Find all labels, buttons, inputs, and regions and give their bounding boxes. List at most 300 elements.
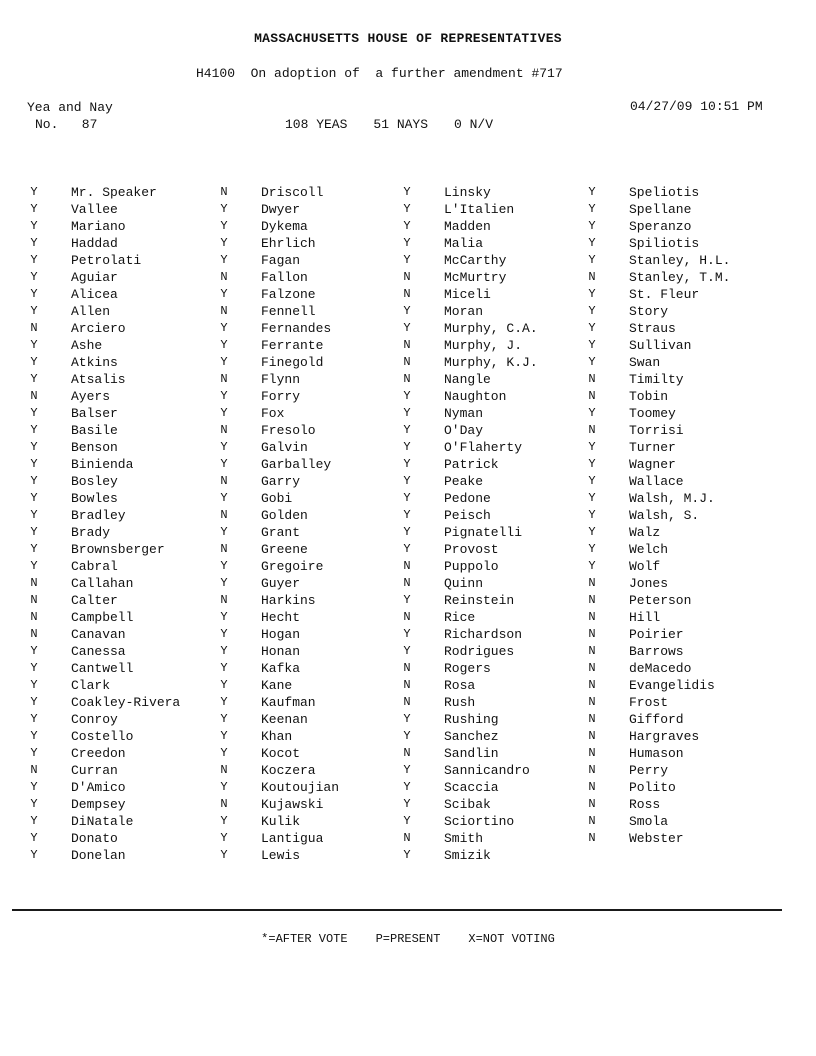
- member-vote: Y: [588, 542, 596, 556]
- member-vote: Y: [403, 219, 411, 233]
- member-name: Sanchez: [444, 729, 499, 744]
- member-name: O'Flaherty: [444, 440, 523, 455]
- member-vote: N: [403, 287, 411, 301]
- member-name: Murphy, C.A.: [444, 321, 538, 336]
- member-name: Donelan: [71, 848, 126, 863]
- member-vote: N: [588, 695, 596, 709]
- member-vote: N: [220, 593, 228, 607]
- member-name: Hargraves: [629, 729, 700, 744]
- yeas-count: 108 YEAS: [285, 117, 348, 132]
- member-name: Calter: [71, 593, 118, 608]
- member-name: McCarthy: [444, 253, 507, 268]
- member-name: Ferrante: [261, 338, 324, 353]
- member-name: Walsh, M.J.: [629, 491, 715, 506]
- member-name: Honan: [261, 644, 301, 659]
- member-vote: Y: [403, 644, 411, 658]
- member-name: Kane: [261, 678, 293, 693]
- member-name: Tobin: [629, 389, 669, 404]
- roll-call-number: No. 87: [35, 117, 98, 132]
- member-vote: Y: [403, 253, 411, 267]
- member-vote: Y: [403, 491, 411, 505]
- member-vote: Y: [588, 525, 596, 539]
- member-name: Conroy: [71, 712, 118, 727]
- member-vote: Y: [403, 542, 411, 556]
- member-vote: Y: [30, 678, 38, 692]
- member-vote: Y: [403, 763, 411, 777]
- member-vote: Y: [30, 729, 38, 743]
- member-name: Nangle: [444, 372, 491, 387]
- member-name: Dwyer: [261, 202, 301, 217]
- member-vote: N: [220, 185, 228, 199]
- member-vote: Y: [220, 814, 228, 828]
- member-vote: Y: [403, 202, 411, 216]
- member-vote: Y: [588, 287, 596, 301]
- member-vote: Y: [220, 440, 228, 454]
- member-vote: N: [220, 270, 228, 284]
- member-vote: Y: [588, 559, 596, 573]
- member-name: Atsalis: [71, 372, 126, 387]
- member-vote: Y: [30, 746, 38, 760]
- member-vote: Y: [588, 457, 596, 471]
- member-name: Flynn: [261, 372, 301, 387]
- member-name: Kulik: [261, 814, 301, 829]
- member-name: Guyer: [261, 576, 301, 591]
- member-name: Fox: [261, 406, 285, 421]
- member-name: Patrick: [444, 457, 499, 472]
- member-name: Sullivan: [629, 338, 692, 353]
- vote-legend: [0, 932, 816, 946]
- member-name: Pedone: [444, 491, 491, 506]
- member-name: Rice: [444, 610, 476, 625]
- member-vote: Y: [30, 712, 38, 726]
- member-name: Finegold: [261, 355, 324, 370]
- member-vote: Y: [403, 474, 411, 488]
- legend-not-voting: X=NOT VOTING: [468, 932, 555, 946]
- member-name: Welch: [629, 542, 669, 557]
- member-vote: Y: [403, 440, 411, 454]
- member-vote: Y: [588, 219, 596, 233]
- member-name: Stanley, H.L.: [629, 253, 731, 268]
- legend-present: P=PRESENT: [375, 932, 441, 946]
- member-name: Curran: [71, 763, 118, 778]
- member-vote: N: [220, 423, 228, 437]
- member-name: Mariano: [71, 219, 126, 234]
- member-name: Gregoire: [261, 559, 324, 574]
- member-vote: Y: [220, 491, 228, 505]
- member-vote: Y: [588, 355, 596, 369]
- member-name: Polito: [629, 780, 676, 795]
- member-name: Greene: [261, 542, 308, 557]
- member-vote: Y: [220, 627, 228, 641]
- member-name: Peake: [444, 474, 484, 489]
- member-name: Fallon: [261, 270, 308, 285]
- member-name: Gifford: [629, 712, 684, 727]
- member-vote: N: [220, 763, 228, 777]
- member-name: Fennell: [261, 304, 316, 319]
- member-vote: N: [588, 661, 596, 675]
- member-name: Miceli: [444, 287, 491, 302]
- member-vote: Y: [30, 270, 38, 284]
- member-name: Arciero: [71, 321, 126, 336]
- member-name: Swan: [629, 355, 661, 370]
- member-vote: Y: [403, 627, 411, 641]
- member-vote: N: [403, 610, 411, 624]
- member-name: Forry: [261, 389, 301, 404]
- member-vote: Y: [588, 491, 596, 505]
- member-vote: N: [403, 746, 411, 760]
- member-vote: Y: [588, 236, 596, 250]
- member-name: Smizik: [444, 848, 491, 863]
- member-vote: N: [588, 423, 596, 437]
- member-vote: Y: [220, 287, 228, 301]
- member-vote: N: [588, 814, 596, 828]
- member-vote: Y: [30, 831, 38, 845]
- member-name: Quinn: [444, 576, 484, 591]
- nays-count: 51 NAYS: [373, 117, 429, 132]
- member-name: Madden: [444, 219, 491, 234]
- member-name: Richardson: [444, 627, 523, 642]
- member-name: Koutoujian: [261, 780, 340, 795]
- member-vote: Y: [30, 661, 38, 675]
- member-vote: N: [403, 559, 411, 573]
- member-name: Campbell: [71, 610, 134, 625]
- member-vote: Y: [403, 525, 411, 539]
- member-name: Poirier: [629, 627, 684, 642]
- member-name: Bowles: [71, 491, 118, 506]
- member-vote: Y: [403, 457, 411, 471]
- member-vote: Y: [588, 253, 596, 267]
- member-vote: Y: [30, 253, 38, 267]
- member-vote: N: [403, 831, 411, 845]
- member-name: Lantigua: [261, 831, 324, 846]
- member-vote: Y: [30, 457, 38, 471]
- member-name: Golden: [261, 508, 308, 523]
- member-name: Fresolo: [261, 423, 316, 438]
- member-vote: N: [588, 712, 596, 726]
- member-name: Evangelidis: [629, 678, 715, 693]
- member-name: Garballey: [261, 457, 332, 472]
- member-vote: N: [588, 797, 596, 811]
- member-vote: Y: [30, 780, 38, 794]
- member-vote: Y: [220, 746, 228, 760]
- member-name: Fagan: [261, 253, 301, 268]
- member-vote: Y: [220, 236, 228, 250]
- member-vote: N: [30, 627, 38, 641]
- member-vote: Y: [30, 525, 38, 539]
- member-vote: N: [30, 389, 38, 403]
- member-vote: N: [403, 372, 411, 386]
- member-vote: Y: [403, 321, 411, 335]
- member-vote: N: [588, 831, 596, 845]
- member-vote: Y: [220, 321, 228, 335]
- member-name: Toomey: [629, 406, 676, 421]
- member-name: Brownsberger: [71, 542, 165, 557]
- member-name: Peisch: [444, 508, 491, 523]
- member-vote: N: [588, 270, 596, 284]
- member-vote: N: [588, 610, 596, 624]
- member-name: Speliotis: [629, 185, 700, 200]
- member-vote: Y: [30, 695, 38, 709]
- member-vote: Y: [30, 202, 38, 216]
- member-name: Cantwell: [71, 661, 134, 676]
- member-name: Harkins: [261, 593, 316, 608]
- member-vote: Y: [30, 797, 38, 811]
- legend-after-vote: *=AFTER VOTE: [261, 932, 348, 946]
- member-vote: Y: [403, 423, 411, 437]
- member-vote: N: [220, 508, 228, 522]
- member-name: Gobi: [261, 491, 293, 506]
- member-name: Puppolo: [444, 559, 499, 574]
- member-vote: Y: [403, 729, 411, 743]
- member-vote: Y: [220, 406, 228, 420]
- member-name: Canavan: [71, 627, 126, 642]
- member-name: D'Amico: [71, 780, 126, 795]
- member-vote: Y: [30, 542, 38, 556]
- member-vote: Y: [220, 202, 228, 216]
- member-vote: N: [30, 763, 38, 777]
- member-name: Khan: [261, 729, 293, 744]
- document-title: MASSACHUSETTS HOUSE OF REPRESENTATIVES: [254, 31, 562, 46]
- member-name: Hecht: [261, 610, 301, 625]
- member-name: Ross: [629, 797, 661, 812]
- member-vote: Y: [30, 236, 38, 250]
- member-vote: Y: [403, 593, 411, 607]
- member-vote: N: [588, 763, 596, 777]
- member-vote: Y: [30, 814, 38, 828]
- member-name: Story: [629, 304, 669, 319]
- member-name: DiNatale: [71, 814, 134, 829]
- member-name: Alicea: [71, 287, 118, 302]
- member-name: Rodrigues: [444, 644, 515, 659]
- member-vote: N: [30, 576, 38, 590]
- member-vote: Y: [220, 831, 228, 845]
- member-name: Rush: [444, 695, 476, 710]
- member-name: Webster: [629, 831, 684, 846]
- member-vote: Y: [220, 695, 228, 709]
- member-vote: Y: [220, 338, 228, 352]
- member-name: Balser: [71, 406, 118, 421]
- member-name: Malia: [444, 236, 484, 251]
- motion-description: H4100 On adoption of a further amendment #717: [196, 66, 563, 81]
- member-name: Humason: [629, 746, 684, 761]
- member-vote: Y: [403, 304, 411, 318]
- member-name: Spiliotis: [629, 236, 700, 251]
- member-name: Fernandes: [261, 321, 332, 336]
- member-vote: Y: [30, 848, 38, 862]
- member-name: Wolf: [629, 559, 661, 574]
- member-name: Smith: [444, 831, 484, 846]
- member-vote: N: [588, 576, 596, 590]
- member-name: Haddad: [71, 236, 118, 251]
- member-name: Benson: [71, 440, 118, 455]
- member-name: Creedon: [71, 746, 126, 761]
- member-name: Barrows: [629, 644, 684, 659]
- member-name: Jones: [629, 576, 669, 591]
- member-name: Sciortino: [444, 814, 515, 829]
- member-vote: Y: [220, 729, 228, 743]
- member-name: Peterson: [629, 593, 692, 608]
- member-name: Cabral: [71, 559, 118, 574]
- roll-call-label: Yea and Nay: [27, 100, 113, 115]
- member-name: Reinstein: [444, 593, 515, 608]
- member-name: St. Fleur: [629, 287, 700, 302]
- member-name: Walz: [629, 525, 661, 540]
- member-vote: Y: [220, 389, 228, 403]
- member-vote: N: [403, 338, 411, 352]
- member-name: Kaufman: [261, 695, 316, 710]
- member-name: Coakley-Rivera: [71, 695, 181, 710]
- member-name: Frost: [629, 695, 669, 710]
- member-vote: Y: [220, 559, 228, 573]
- member-vote: N: [588, 729, 596, 743]
- member-name: Driscoll: [261, 185, 324, 200]
- member-name: Petrolati: [71, 253, 142, 268]
- member-name: Murphy, K.J.: [444, 355, 538, 370]
- member-vote: Y: [588, 440, 596, 454]
- member-name: Wagner: [629, 457, 676, 472]
- member-name: Mr. Speaker: [71, 185, 157, 200]
- member-vote: Y: [30, 559, 38, 573]
- member-vote: Y: [403, 712, 411, 726]
- member-name: Atkins: [71, 355, 118, 370]
- member-vote: Y: [30, 287, 38, 301]
- member-name: Kafka: [261, 661, 301, 676]
- member-name: Turner: [629, 440, 676, 455]
- member-vote: N: [220, 304, 228, 318]
- member-vote: Y: [588, 321, 596, 335]
- member-name: Ehrlich: [261, 236, 316, 251]
- member-name: Koczera: [261, 763, 316, 778]
- member-name: O'Day: [444, 423, 484, 438]
- member-vote: N: [403, 355, 411, 369]
- member-vote: Y: [588, 474, 596, 488]
- member-name: Murphy, J.: [444, 338, 523, 353]
- member-name: Hogan: [261, 627, 301, 642]
- member-name: Timilty: [629, 372, 684, 387]
- vote-datetime: 04/27/09 10:51 PM: [630, 99, 763, 114]
- member-vote: Y: [220, 712, 228, 726]
- member-vote: N: [30, 610, 38, 624]
- member-name: Dykema: [261, 219, 308, 234]
- member-vote: Y: [220, 253, 228, 267]
- member-name: Vallee: [71, 202, 118, 217]
- member-name: Dempsey: [71, 797, 126, 812]
- member-vote: Y: [30, 304, 38, 318]
- member-name: L'Italien: [444, 202, 515, 217]
- member-vote: Y: [220, 661, 228, 675]
- member-name: Clark: [71, 678, 111, 693]
- member-name: Rogers: [444, 661, 491, 676]
- member-vote: N: [30, 321, 38, 335]
- member-vote: Y: [30, 491, 38, 505]
- member-name: Rosa: [444, 678, 476, 693]
- member-vote: Y: [403, 780, 411, 794]
- member-name: Scaccia: [444, 780, 499, 795]
- member-vote: Y: [403, 406, 411, 420]
- member-name: Linsky: [444, 185, 491, 200]
- member-vote: N: [588, 627, 596, 641]
- member-name: Bradley: [71, 508, 126, 523]
- member-name: Stanley, T.M.: [629, 270, 731, 285]
- member-vote: N: [588, 389, 596, 403]
- member-vote: Y: [220, 457, 228, 471]
- member-vote: N: [588, 593, 596, 607]
- member-name: Bosley: [71, 474, 118, 489]
- footer-divider: [12, 909, 782, 911]
- member-name: Brady: [71, 525, 111, 540]
- member-vote: Y: [30, 440, 38, 454]
- member-vote: Y: [403, 389, 411, 403]
- member-vote: Y: [30, 644, 38, 658]
- member-vote: Y: [30, 338, 38, 352]
- member-vote: Y: [220, 848, 228, 862]
- member-vote: Y: [403, 236, 411, 250]
- member-name: Pignatelli: [444, 525, 523, 540]
- member-vote: N: [220, 474, 228, 488]
- member-vote: N: [588, 746, 596, 760]
- member-vote: Y: [588, 304, 596, 318]
- member-name: McMurtry: [444, 270, 507, 285]
- member-name: Lewis: [261, 848, 301, 863]
- member-vote: Y: [403, 185, 411, 199]
- member-name: Smola: [629, 814, 669, 829]
- member-vote: Y: [588, 338, 596, 352]
- member-vote: N: [403, 661, 411, 675]
- member-name: Kocot: [261, 746, 301, 761]
- not-voting-count: 0 N/V: [454, 117, 494, 132]
- member-name: Straus: [629, 321, 676, 336]
- member-vote: Y: [403, 848, 411, 862]
- member-vote: Y: [220, 644, 228, 658]
- member-vote: Y: [588, 508, 596, 522]
- member-vote: Y: [220, 678, 228, 692]
- vote-tally: [285, 117, 519, 132]
- member-name: Binienda: [71, 457, 134, 472]
- member-vote: N: [588, 644, 596, 658]
- member-vote: Y: [30, 406, 38, 420]
- member-name: Nyman: [444, 406, 484, 421]
- member-vote: Y: [220, 780, 228, 794]
- member-vote: Y: [588, 406, 596, 420]
- member-vote: Y: [30, 423, 38, 437]
- member-vote: Y: [588, 185, 596, 199]
- member-name: Wallace: [629, 474, 684, 489]
- member-vote: N: [220, 542, 228, 556]
- member-vote: Y: [30, 372, 38, 386]
- member-name: Naughton: [444, 389, 507, 404]
- member-name: Hill: [629, 610, 661, 625]
- member-vote: Y: [30, 355, 38, 369]
- member-name: Grant: [261, 525, 301, 540]
- member-vote: Y: [30, 219, 38, 233]
- member-vote: Y: [30, 474, 38, 488]
- member-name: Ashe: [71, 338, 103, 353]
- member-name: Basile: [71, 423, 118, 438]
- member-name: Callahan: [71, 576, 134, 591]
- member-name: Garry: [261, 474, 301, 489]
- member-name: Sannicandro: [444, 763, 530, 778]
- member-vote: N: [403, 270, 411, 284]
- member-name: Galvin: [261, 440, 308, 455]
- member-name: Costello: [71, 729, 134, 744]
- member-vote: Y: [220, 576, 228, 590]
- member-name: Spellane: [629, 202, 692, 217]
- member-vote: N: [588, 678, 596, 692]
- member-vote: N: [403, 678, 411, 692]
- member-name: Provost: [444, 542, 499, 557]
- member-name: Moran: [444, 304, 484, 319]
- member-vote: N: [403, 695, 411, 709]
